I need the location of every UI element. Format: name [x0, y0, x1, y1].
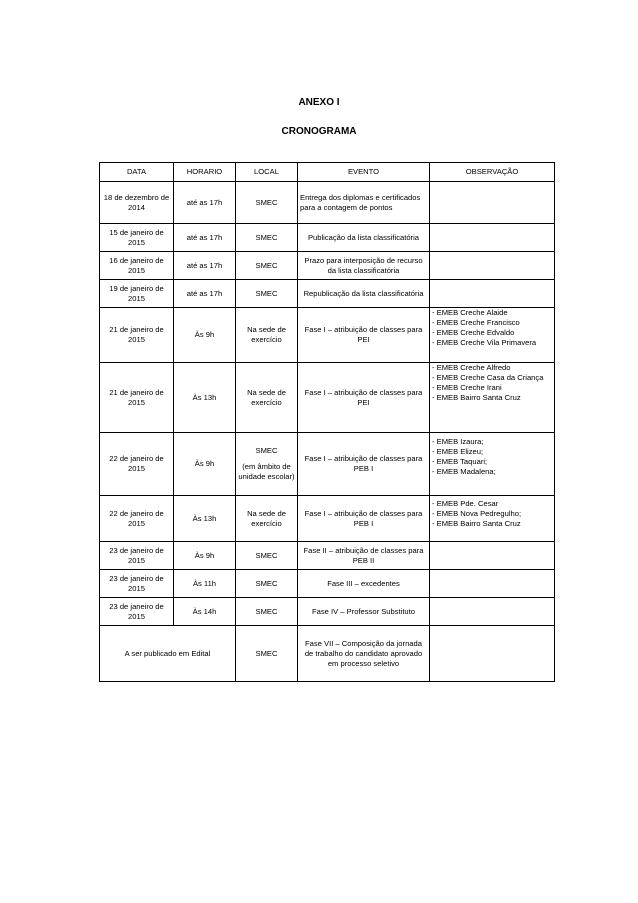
- cell-observacao: [430, 433, 555, 496]
- observacao-item: - EMEB Creche Irani: [432, 383, 502, 392]
- cell-evento: Fase I – atribuição de classes para PEB I: [298, 433, 430, 496]
- cell-evento: Prazo para interposição de recurso da lista classificatória: [298, 252, 430, 280]
- table-row: [100, 542, 555, 570]
- cell-local: SMEC: [236, 570, 298, 598]
- cell-data: 15 de janeiro de 2015: [100, 224, 174, 252]
- document-title: CRONOGRAMA: [281, 126, 357, 137]
- cell-evento: Fase I – atribuição de classes para PEI: [298, 308, 430, 363]
- cell-data: 18 de dezembro de 2014: [100, 182, 174, 224]
- cell-evento: Publicação da lista classificatória: [298, 224, 430, 252]
- cell-horario: Às 9h: [174, 433, 236, 496]
- table-row: [100, 496, 555, 542]
- observacao-item: - EMEB Taquari;: [432, 457, 488, 466]
- cell-horario: Às 14h: [174, 598, 236, 626]
- observacao-item: - EMEB Creche Vila Primavera: [432, 338, 537, 347]
- table-row: [100, 224, 555, 252]
- cell-local: SMEC: [236, 626, 298, 682]
- observacao-item: - EMEB Creche Francisco: [432, 318, 520, 327]
- schedule-table: [99, 162, 555, 682]
- cell-observacao: [430, 598, 555, 626]
- cell-local: SMEC: [236, 280, 298, 308]
- table-row: [100, 598, 555, 626]
- column-header-horario: HORARIO: [174, 163, 236, 182]
- column-header-evento: EVENTO: [298, 163, 430, 182]
- cell-data: 22 de janeiro de 2015: [100, 496, 174, 542]
- table-row: [100, 252, 555, 280]
- cell-local: Na sede de exercício: [236, 496, 298, 542]
- cell-evento: Fase I – atribuição de classes para PEB I: [298, 496, 430, 542]
- cell-local: SMEC: [236, 224, 298, 252]
- table-row: [100, 626, 555, 682]
- cell-observacao: [430, 308, 555, 363]
- table-row: [100, 182, 555, 224]
- observacao-item: - EMEB Creche Edvaldo: [432, 328, 515, 337]
- cell-data: 22 de janeiro de 2015: [100, 433, 174, 496]
- observacao-item: - EMEB Bairro Santa Cruz: [432, 519, 521, 528]
- cell-evento: Fase VII – Composição da jornada de trabalho do candidato aprovado em processo seletivo: [298, 626, 430, 682]
- cell-horario: até as 17h: [174, 224, 236, 252]
- cell-data: 19 de janeiro de 2015: [100, 280, 174, 308]
- cell-local: Na sede de exercício: [236, 308, 298, 363]
- cell-horario: até as 17h: [174, 252, 236, 280]
- cell-observacao: [430, 626, 555, 682]
- cell-horario: Às 11h: [174, 570, 236, 598]
- observacao-item: - EMEB Elizeu;: [432, 447, 484, 456]
- cell-observacao: [430, 224, 555, 252]
- cell-data-merged: A ser publicado em Edital: [100, 626, 236, 682]
- cell-observacao: [430, 182, 555, 224]
- cell-horario: até as 17h: [174, 280, 236, 308]
- cell-data: 23 de janeiro de 2015: [100, 542, 174, 570]
- cell-local: [236, 433, 298, 496]
- cell-horario: até as 17h: [174, 182, 236, 224]
- annex-heading: ANEXO I: [298, 97, 340, 108]
- table-header-row: [100, 163, 555, 182]
- cell-evento: Fase II – atribuição de classes para PEB II: [298, 542, 430, 570]
- column-header-observacao: OBSERVAÇÃO: [430, 163, 555, 182]
- observacao-item: - EMEB Bairro Santa Cruz: [432, 393, 521, 402]
- local-text: SMEC: [255, 446, 278, 455]
- cell-observacao: [430, 496, 555, 542]
- table-row: [100, 433, 555, 496]
- cell-evento: Fase I – atribuição de classes para PEI: [298, 363, 430, 433]
- cell-horario: Às 13h: [174, 496, 236, 542]
- observacao-item: - EMEB Madalena;: [432, 467, 496, 476]
- table-row: [100, 280, 555, 308]
- cell-data: 16 de janeiro de 2015: [100, 252, 174, 280]
- cell-evento: Fase IV – Professor Substituto: [298, 598, 430, 626]
- observacao-item: - EMEB Pde. Cesar: [432, 499, 499, 508]
- cell-evento: Entrega dos diplomas e certificados para a contagem de pontos: [298, 182, 430, 224]
- cell-data: 23 de janeiro de 2015: [100, 598, 174, 626]
- observacao-item: - EMEB Creche Alaide: [432, 308, 508, 317]
- cell-local: SMEC: [236, 542, 298, 570]
- local-extra-text: (em âmbito de unidade escolar): [238, 462, 295, 481]
- observacao-item: - EMEB Izaura;: [432, 437, 484, 446]
- observacao-item: - EMEB Nova Pedregulho;: [432, 509, 522, 518]
- column-header-data: DATA: [100, 163, 174, 182]
- cell-observacao: [430, 280, 555, 308]
- table-row: [100, 308, 555, 363]
- cell-horario: Às 13h: [174, 363, 236, 433]
- observacao-item: - EMEB Creche Alfredo: [432, 363, 511, 372]
- cell-observacao: [430, 252, 555, 280]
- cell-local: SMEC: [236, 598, 298, 626]
- cell-observacao: [430, 570, 555, 598]
- column-header-local: LOCAL: [236, 163, 298, 182]
- cell-local: Na sede de exercício: [236, 363, 298, 433]
- cell-data: 21 de janeiro de 2015: [100, 308, 174, 363]
- observacao-item: - EMEB Creche Casa da Criança: [432, 373, 544, 382]
- table-row: [100, 570, 555, 598]
- cell-horario: Às 9h: [174, 308, 236, 363]
- cell-local: SMEC: [236, 252, 298, 280]
- cell-data: 21 de janeiro de 2015: [100, 363, 174, 433]
- cell-observacao: [430, 363, 555, 433]
- cell-local: SMEC: [236, 182, 298, 224]
- cell-data: 23 de janeiro de 2015: [100, 570, 174, 598]
- cell-horario: Às 9h: [174, 542, 236, 570]
- table-row: [100, 363, 555, 433]
- cell-evento: Republicação da lista classificatória: [298, 280, 430, 308]
- cell-evento: Fase III – excedentes: [298, 570, 430, 598]
- cell-observacao: [430, 542, 555, 570]
